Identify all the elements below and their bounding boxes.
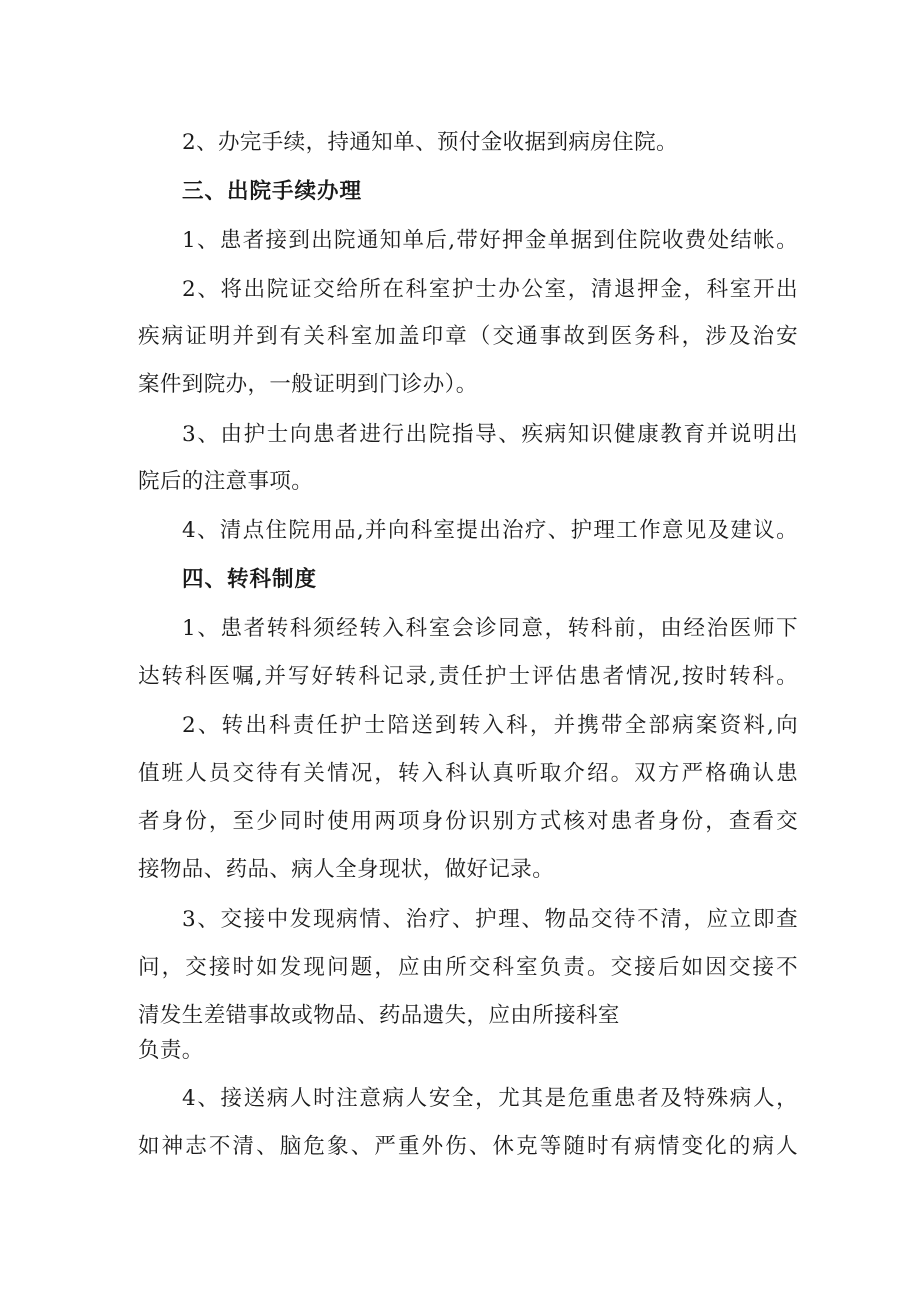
paragraph-transfer-3-line-1: 3、交接中发现病情、治疗、护理、物品交待不清，应立即查 <box>182 907 798 932</box>
section-heading-transfer: 四、转科制度 <box>182 567 318 592</box>
paragraph-transfer-2-line-4: 接物品、药品、病人全身现状，做好记录。 <box>138 857 555 882</box>
paragraph-transfer-2-line-3: 者身份，至少同时使用两项身份识别方式核对患者身份，查看交 <box>138 809 798 834</box>
paragraph-transfer-3-line-3: 清发生差错事故或物品、药品遗失，应由所接科室 <box>138 1003 620 1028</box>
paragraph-discharge-3-line-1: 3、由护士向患者进行出院指导、疾病知识健康教育并说明出 <box>182 422 798 447</box>
paragraph-discharge-2-line-2: 疾病证明并到有关科室加盖印章（交通事故到医务科，涉及治安 <box>138 324 798 349</box>
paragraph-transfer-4-line-1: 4、接送病人时注意病人安全，尤其是危重患者及特殊病人， <box>182 1086 798 1111</box>
paragraph-discharge-1: 1、患者接到出院通知单后,带好押金单据到住院收费处结帐。 <box>182 228 798 253</box>
paragraph-admission-2: 2、办完手续，持通知单、预付金收据到病房住院。 <box>182 130 678 155</box>
section-heading-discharge: 三、出院手续办理 <box>182 179 363 204</box>
paragraph-discharge-2-line-1: 2、将出院证交给所在科室护士办公室，清退押金，科室开出 <box>182 277 798 302</box>
paragraph-discharge-3-line-2: 院后的注意事项。 <box>138 469 314 494</box>
paragraph-transfer-3-line-4: 负责。 <box>138 1038 204 1063</box>
paragraph-transfer-1-line-2: 达转科医嘱,并写好转科记录,责任护士评估患者情况,按时转科。 <box>138 664 798 689</box>
paragraph-transfer-3-line-2: 问，交接时如发现问题，应由所交科室负责。交接后如因交接不 <box>138 955 798 980</box>
paragraph-discharge-4: 4、清点住院用品,并向科室提出治疗、护理工作意见及建议。 <box>182 518 798 543</box>
paragraph-transfer-1-line-1: 1、患者转科须经转入科室会诊同意，转科前，由经治医师下 <box>182 616 798 641</box>
paragraph-transfer-4-line-2: 如神志不清、脑危象、严重外伤、休克等随时有病情变化的病人 <box>138 1134 798 1159</box>
paragraph-discharge-2-line-3: 案件到院办，一般证明到门诊办）。 <box>138 372 478 397</box>
paragraph-transfer-2-line-2: 值班人员交待有关情况，转入科认真听取介绍。双方严格确认患 <box>138 761 798 786</box>
paragraph-transfer-2-line-1: 2、转出科责任护士陪送到转入科，并携带全部病案资料,向 <box>182 713 798 738</box>
